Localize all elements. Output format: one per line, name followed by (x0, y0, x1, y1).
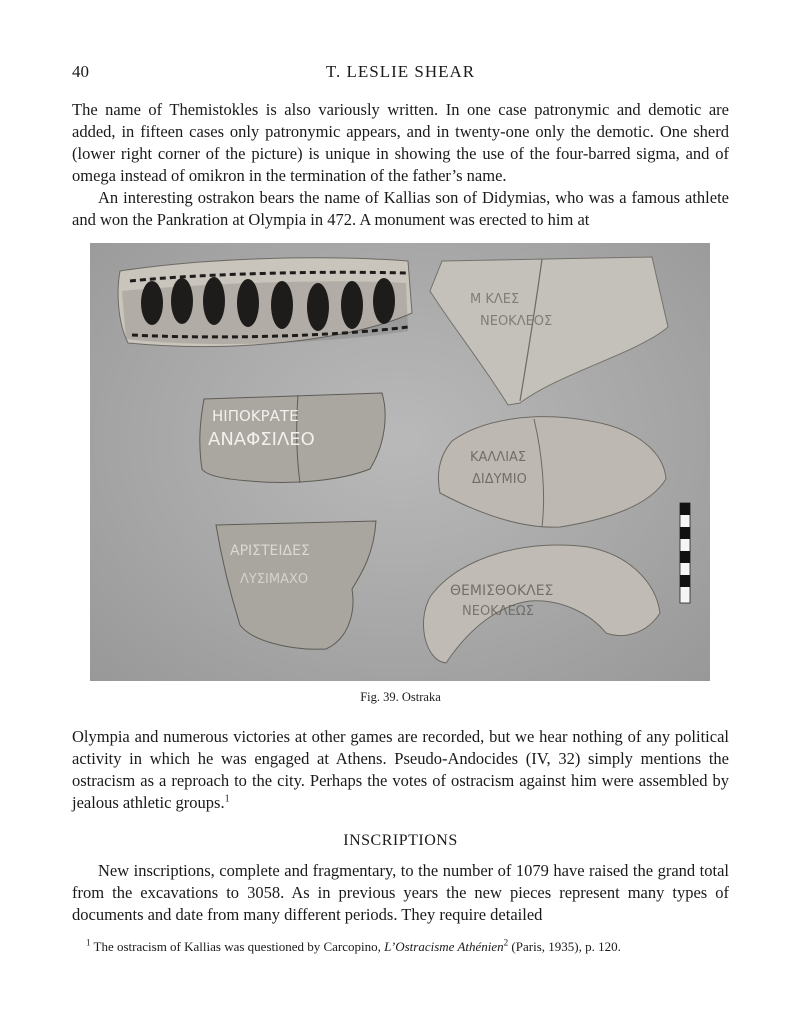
inscribed-sherd-lower-left (216, 521, 376, 649)
svg-text:ΔΙΔΥΜΙΟ: ΔΙΔΥΜΙΟ (472, 472, 527, 487)
themistokles-sherd-four-barred-sigma (423, 545, 660, 663)
svg-text:ΘΕΜΙΣΘΟΚΛΕΣ: ΘΕΜΙΣΘΟΚΛΕΣ (450, 583, 554, 599)
svg-text:ΝΕΟΚΛΕΟΣ: ΝΕΟΚΛΕΟΣ (480, 314, 553, 329)
svg-text:ΝΕΟΚΛΕΩΣ: ΝΕΟΚΛΕΩΣ (462, 604, 534, 619)
kallias-sherd (439, 417, 667, 527)
paragraph-olympia-text: Olympia and numerous victories at other games are recorded, but we hear nothing of any political activity in which he was engaged at Athens. Pseudo-Andocides (IV, 32) simply mentions the ostracism as a reproach to the city. Perhaps the votes of ostracism against him were assembled by jealous athletic groups. (72, 727, 729, 812)
themistokles-sherd-large (430, 257, 668, 405)
svg-text:ΚΑΛΛΙΑΣ: ΚΑΛΛΙΑΣ (470, 450, 527, 465)
inscribed-sherd-hippokrates (200, 393, 385, 483)
footnote-edition-marker: 2 (503, 937, 509, 948)
ostraka-photograph (90, 243, 710, 681)
paragraph-themistokles: The name of Themistokles is also variously written. In one case patronymic and demotic are added, in fifteen cases only patronymic appears, and in twenty-one only the demotic. One sherd (lower right corner of the picture) is unique in showing the use of the four-barred sigma, and of omega instead of omikron in the termination of the father’s name. (72, 100, 729, 185)
measuring-scale-bar (680, 503, 690, 603)
svg-text:ΛΥΣΙΜΑΧΟ: ΛΥΣΙΜΑΧΟ (240, 572, 309, 587)
sherd-inscription-line1: ΗΙΠΟΚΡΑΤΕ (212, 407, 299, 425)
paragraph-olympia (72, 726, 729, 814)
section-heading-inscriptions: INSCRIPTIONS (343, 832, 458, 849)
ostraka-illustration (90, 243, 710, 681)
svg-text:ΑΡΙΣΤΕΙΔΕΣ: ΑΡΙΣΤΕΙΔΕΣ (230, 543, 310, 559)
paragraph-new-inscriptions: New inscriptions, complete and fragmentary, to the number of 1079 have raised the grand total from the excavations to 3058. As in previous years the new pieces represent many types of documents and date from many different periods. They require detailed (72, 861, 729, 924)
figure-caption: Fig. 39. Ostraka (360, 690, 441, 704)
running-title: T. LESLIE SHEAR (325, 62, 476, 81)
footnote-text-before: The ostracism of Kallias was questioned by Carcopino, (93, 939, 385, 954)
footnote (86, 938, 746, 956)
svg-text:Μ ΚΛΕΣ: Μ ΚΛΕΣ (470, 292, 520, 307)
painted-frieze-sherd (118, 258, 412, 347)
sherd-inscription-line2: ΑΝΑΦΣΙΛΕΟ (208, 429, 315, 450)
footnote-reference: 1 (224, 793, 230, 805)
footnote-text-after: (Paris, 1935), p. 120. (508, 939, 621, 954)
footnote-marker: 1 (86, 937, 91, 948)
page-number: 40 (72, 62, 89, 81)
footnote-book-title: L’Ostracisme Athénien (384, 939, 504, 954)
paragraph-kallias: An interesting ostrakon bears the name of Kallias son of Didymias, who was a famous athlete and won the Pankration at Olympia in 472. A monument was erected to him at (72, 188, 729, 229)
